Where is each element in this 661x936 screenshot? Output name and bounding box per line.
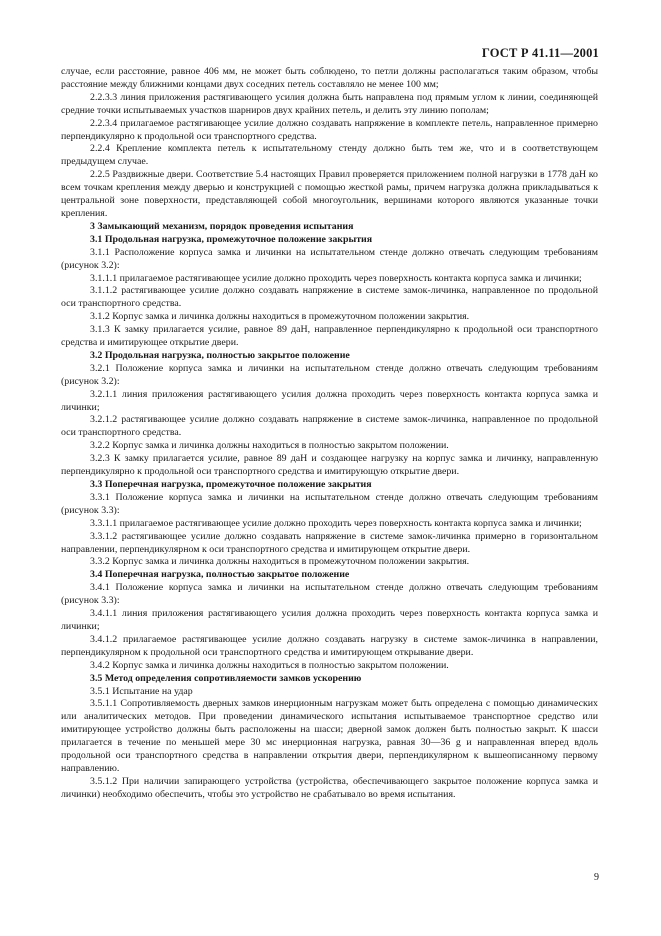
section-heading: 3.5 Метод определения сопротивляемости замков ускорению: [90, 672, 362, 684]
body-paragraph: случае, если расстояние, равное 406 мм, не может быть соблюдено, то петли должны располагаться таким образом, чтобы расстояние между ближними концами двух соседних петель составляло не менее 100 мм;: [61, 66, 598, 90]
body-paragraph: 3.3.1.1 прилагаемое растягивающее усилие должно проходить через поверхность контакта корпуса замка и личинки;: [90, 517, 582, 529]
body-paragraph: 3.4.1.1 линия приложения растягивающего усилия должна проходить через поверхность контакта корпуса замка и личинки;: [61, 608, 598, 632]
body-paragraph: 3.2.3 К замку прилагается усилие, равное 89 даН и создающее нагрузку на корпус замка и личинку, направленную перпендикулярно к продольной оси транспортного средства и имитирующую открытие двери.: [61, 453, 598, 478]
body-paragraph: 3.3.2 Корпус замка и личинка должны находиться в промежуточном положении закрытия.: [90, 556, 470, 568]
body-paragraph: 3.2.1.2 растягивающее усилие должно создавать напряжение в системе замок-личинка, направленное по продольной оси транспортного средства.: [61, 414, 598, 439]
body-paragraph: 3.3.1.2 растягивающее усилие должно создавать напряжение в системе замок-личинка примерно в горизонтальном направлении, перпендикулярном к оси транспортного средства и имитирующем открытие двери.: [61, 530, 598, 555]
body-paragraph: 3.1.1 Расположение корпуса замка и личинки на испытательном стенде должно отвечать следующим требованиям (рисунок 3.2):: [61, 246, 598, 271]
body-paragraph: 3.1.3 К замку прилагается усилие, равное 89 даН, направленное перпендикулярно к продольной оси транспортного средства и имитирующее открытие двери.: [61, 324, 598, 349]
page-number: 9: [594, 872, 599, 883]
body-paragraph: 3.4.2 Корпус замка и личинка должны находиться в полностью закрытом положении.: [90, 659, 449, 671]
body-paragraph: 3.5.1.2 При наличии запирающего устройства (устройства, обеспечивающего закрытое положение корпуса замка и личинки) необходимо обеспечить, чтобы это устройство не срабатывало во время испытания.: [61, 775, 598, 800]
body-paragraph: 3.5.1.1 Сопротивляемость дверных замков инерционным нагрузкам может быть определена с помощью динамических или аналитических методов. При проведении динамического испытания испытываемое транспортное средство или имитирующее устройство должны быть расположены на шасси; дверной замок должен быть полностью закрыт. К шасси прилагается в течение по меньшей мере 30 мс инерционная нагрузка, равная 30—36 g и направленная вперед вдоль продольной оси транспортного средства в направлении открытия двери, перпендикулярном к вышеописанному первому направлению.: [61, 698, 598, 774]
body-paragraph: 2.2.5 Раздвижные двери. Соответствие 5.4 настоящих Правил проверяется приложением полной нагрузки в 1778 даН ко всем точкам крепления между дверью и конструкцией с помощью жесткой рамы, причем нагрузка должна прикладываться к центральной зоне поверхности, представляющей собой многоугольник, вершинами которого являются указанные точки крепления.: [61, 169, 598, 219]
body-paragraph: 3.2.1 Положение корпуса замка и личинки на испытательном стенде должно отвечать следующим требованиям (рисунок 3.2):: [61, 362, 598, 387]
section-heading: 3.2 Продольная нагрузка, полностью закрытое положение: [90, 349, 350, 361]
body-paragraph: 3.4.1.2 прилагаемое растягивающее усилие должно создавать нагрузку в системе замок-личинка в направлении, перпендикулярном к продольной оси транспортного средства и имитирующем открывание двери.: [61, 633, 598, 658]
body-paragraph: 3.1.2 Корпус замка и личинка должны находиться в промежуточном положении закрытия.: [90, 311, 470, 323]
body-paragraph: 3.1.1.2 растягивающее усилие должно создавать напряжение в системе замок-личинка, направленное по продольной оси транспортного средства.: [61, 285, 598, 310]
document-body: [61, 66, 598, 802]
body-paragraph: 3.2.2 Корпус замка и личинка должны находиться в полностью закрытом положении.: [90, 440, 449, 452]
section-heading: 3 Замыкающий механизм, порядок проведения испытания: [90, 220, 354, 232]
section-heading: 3.1 Продольная нагрузка, промежуточное положение закрытия: [90, 233, 373, 245]
body-paragraph: 3.4.1 Положение корпуса замка и личинки на испытательном стенде должно отвечать следующим требованиям (рисунок 3.3):: [61, 582, 598, 607]
body-paragraph: 3.5.1 Испытание на удар: [90, 685, 193, 697]
body-paragraph: 2.2.4 Крепление комплекта петель к испытательному стенду должно быть тем же, что и в соответствующем предыдущем случае.: [61, 143, 598, 168]
body-paragraph: 3.2.1.1 линия приложения растягивающего усилия должна проходить через поверхность контакта корпуса замка и личинки;: [61, 388, 598, 413]
section-heading: 3.3 Поперечная нагрузка, промежуточное положение закрытия: [90, 479, 372, 490]
section-heading: 3.4 Поперечная нагрузка, полностью закрытое положение: [90, 569, 350, 581]
body-paragraph: 2.2.3.3 линия приложения растягивающего усилия должна быть направлена под прямым углом к линии, соединяющей средние точки испытываемых участков шарниров двух крайних петель, и делить эту линию пополам;: [61, 91, 598, 116]
body-paragraph: 2.2.3.4 прилагаемое растягивающее усилие должно создавать напряжение в комплекте петель, направленное примерно перпендикулярно к продольной оси транспортного средства.: [61, 117, 598, 142]
body-paragraph: 3.1.1.1 прилагаемое растягивающее усилие должно проходить через поверхность контакта корпуса замка и личинки;: [90, 272, 582, 284]
document-header: ГОСТ Р 41.11—2001: [481, 46, 599, 60]
body-paragraph: 3.3.1 Положение корпуса замка и личинки на испытательном стенде должно отвечать следующим требованиям (рисунок 3.3):: [61, 491, 598, 516]
